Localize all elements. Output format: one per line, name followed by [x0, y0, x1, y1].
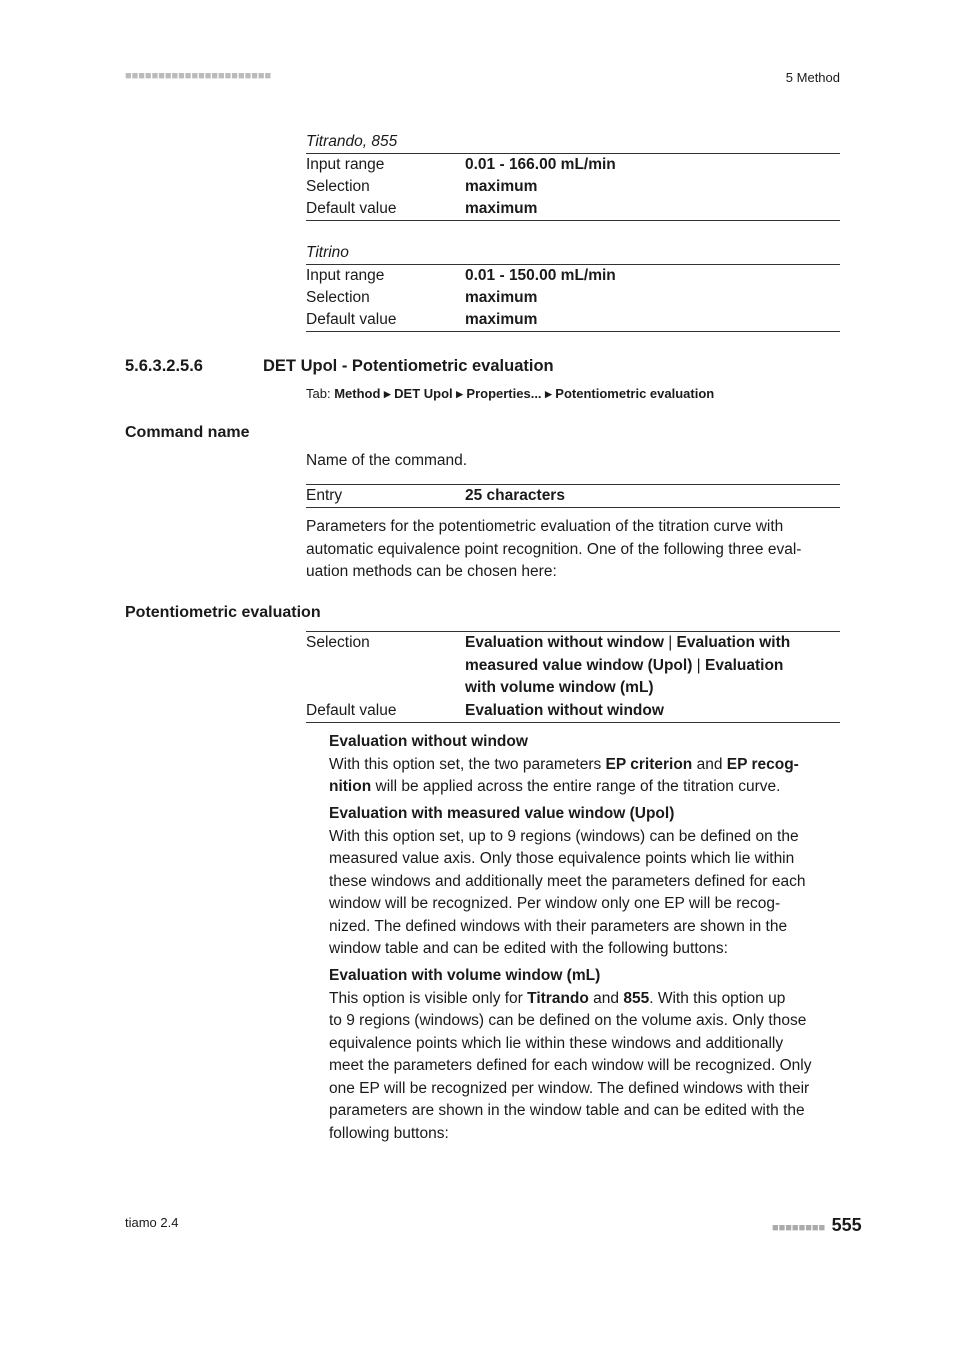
header-chapter: 5 Method — [785, 70, 840, 85]
text-line: With this option set, up to 9 regions (windows) can be defined on the — [329, 827, 799, 845]
section-title: DET Upol - Potentiometric evaluation — [263, 357, 554, 375]
header-dots: ■■■■■■■■■■■■■■■■■■■■■■ — [125, 70, 272, 82]
text-line: automatic equivalence point recognition. One of the following three eval- — [306, 540, 802, 558]
row-value: maximum — [465, 200, 538, 217]
row-key: Default value — [306, 701, 397, 719]
table-rule — [306, 722, 840, 723]
row-value: maximum — [465, 289, 538, 306]
table-row — [306, 176, 840, 198]
row-value: 0.01 - 150.00 mL/min — [465, 267, 616, 284]
command-name-label: Command name — [125, 424, 250, 441]
row-key: Input range — [306, 156, 385, 173]
option-heading: Evaluation with volume window (mL) — [329, 967, 601, 984]
option-heading: Evaluation without window — [329, 733, 528, 750]
option-text: Evaluation — [705, 656, 784, 674]
table-caption: Titrino — [306, 244, 349, 261]
row-value: maximum — [465, 311, 538, 328]
tab-path: Method ▸ DET Upol ▸ Properties... ▸ Potentiometric evaluation — [334, 386, 715, 401]
row-key: Entry — [306, 487, 343, 504]
row-key: Input range — [306, 267, 385, 284]
table-row — [306, 632, 840, 700]
option-text: measured value window (Upol) — [465, 656, 693, 674]
text-line: uation methods can be chosen here: — [306, 563, 557, 580]
text-line: window will be recognized. Per window only one EP will be recog- — [329, 895, 781, 912]
footer-page-marker — [772, 1215, 862, 1236]
row-key: Selection — [306, 178, 370, 195]
text-line: following buttons: — [329, 1124, 449, 1142]
option-text: with volume window (mL) — [465, 679, 654, 696]
row-value: 25 characters — [465, 487, 565, 504]
table-rule — [306, 331, 840, 332]
separator: | — [692, 656, 706, 674]
row-key: Selection — [306, 289, 370, 306]
row-value: Evaluation without window — [465, 701, 664, 719]
table-row — [306, 309, 840, 331]
text-line: nition will be applied across the entire range of the titration curve. — [329, 778, 781, 795]
option-text: Evaluation with — [676, 634, 791, 651]
text-line: Parameters for the potentiometric evaluation of the titration curve with — [306, 518, 784, 535]
option-heading: Evaluation with measured value window (Upol) — [329, 805, 675, 822]
row-key: Selection — [306, 634, 370, 651]
table-row — [306, 485, 840, 507]
table-row — [306, 287, 840, 309]
option-measured-value-window — [329, 803, 841, 961]
separator: | — [663, 634, 677, 651]
row-key: Default value — [306, 200, 397, 217]
table-pot-eval — [306, 631, 840, 723]
text-line: these windows and additionally meet the parameters defined for each — [329, 872, 806, 890]
text-line: This option is visible only for Titrando and 855. With this option up — [329, 989, 786, 1007]
table-entry — [306, 484, 840, 508]
text-line: one EP will be recognized per window. The defined windows with their — [329, 1079, 810, 1097]
row-value: maximum — [465, 178, 538, 195]
text-line: nized. The defined windows with their parameters are shown in the — [329, 917, 788, 935]
table-rule — [306, 220, 840, 221]
tab-label: Tab: — [306, 386, 331, 401]
table-row — [306, 198, 840, 220]
tab-breadcrumb — [306, 386, 714, 402]
table-caption: Titrando, 855 — [306, 133, 398, 150]
table-rule — [306, 507, 840, 508]
text-line: parameters are shown in the window table and can be edited with the — [329, 1102, 805, 1119]
text-line: meet the parameters defined for each window will be recognized. Only — [329, 1057, 812, 1074]
text-line: measured value axis. Only those equivalence points which lie within — [329, 850, 795, 867]
option-without-window — [329, 731, 841, 799]
text-line: With this option set, the two parameters EP criterion and EP recog- — [329, 755, 799, 773]
table-row — [306, 154, 840, 176]
row-value — [465, 632, 840, 700]
table-row — [306, 700, 840, 722]
evaluation-intro — [306, 516, 840, 584]
text-line: window table and can be edited with the following buttons: — [329, 940, 728, 957]
table-titrando — [306, 131, 840, 221]
text-line: equivalence points which lie within these windows and additionally — [329, 1034, 784, 1052]
table-titrino — [306, 242, 840, 332]
pot-eval-label: Potentiometric evaluation — [125, 604, 321, 621]
footer-product: tiamo 2.4 — [125, 1215, 179, 1230]
text-line: to 9 regions (windows) can be defined on the volume axis. Only those — [329, 1012, 807, 1029]
footer-dots: ■■■■■■■■ — [772, 1222, 826, 1234]
section-number: 5.6.3.2.5.6 — [125, 357, 203, 375]
table-row — [306, 265, 840, 287]
row-key: Default value — [306, 311, 397, 328]
page-number: 555 — [831, 1215, 862, 1235]
row-value: 0.01 - 166.00 mL/min — [465, 156, 616, 173]
option-volume-window — [329, 965, 841, 1145]
command-name-desc: Name of the command. — [306, 452, 468, 469]
option-text: Evaluation without window — [465, 634, 664, 651]
